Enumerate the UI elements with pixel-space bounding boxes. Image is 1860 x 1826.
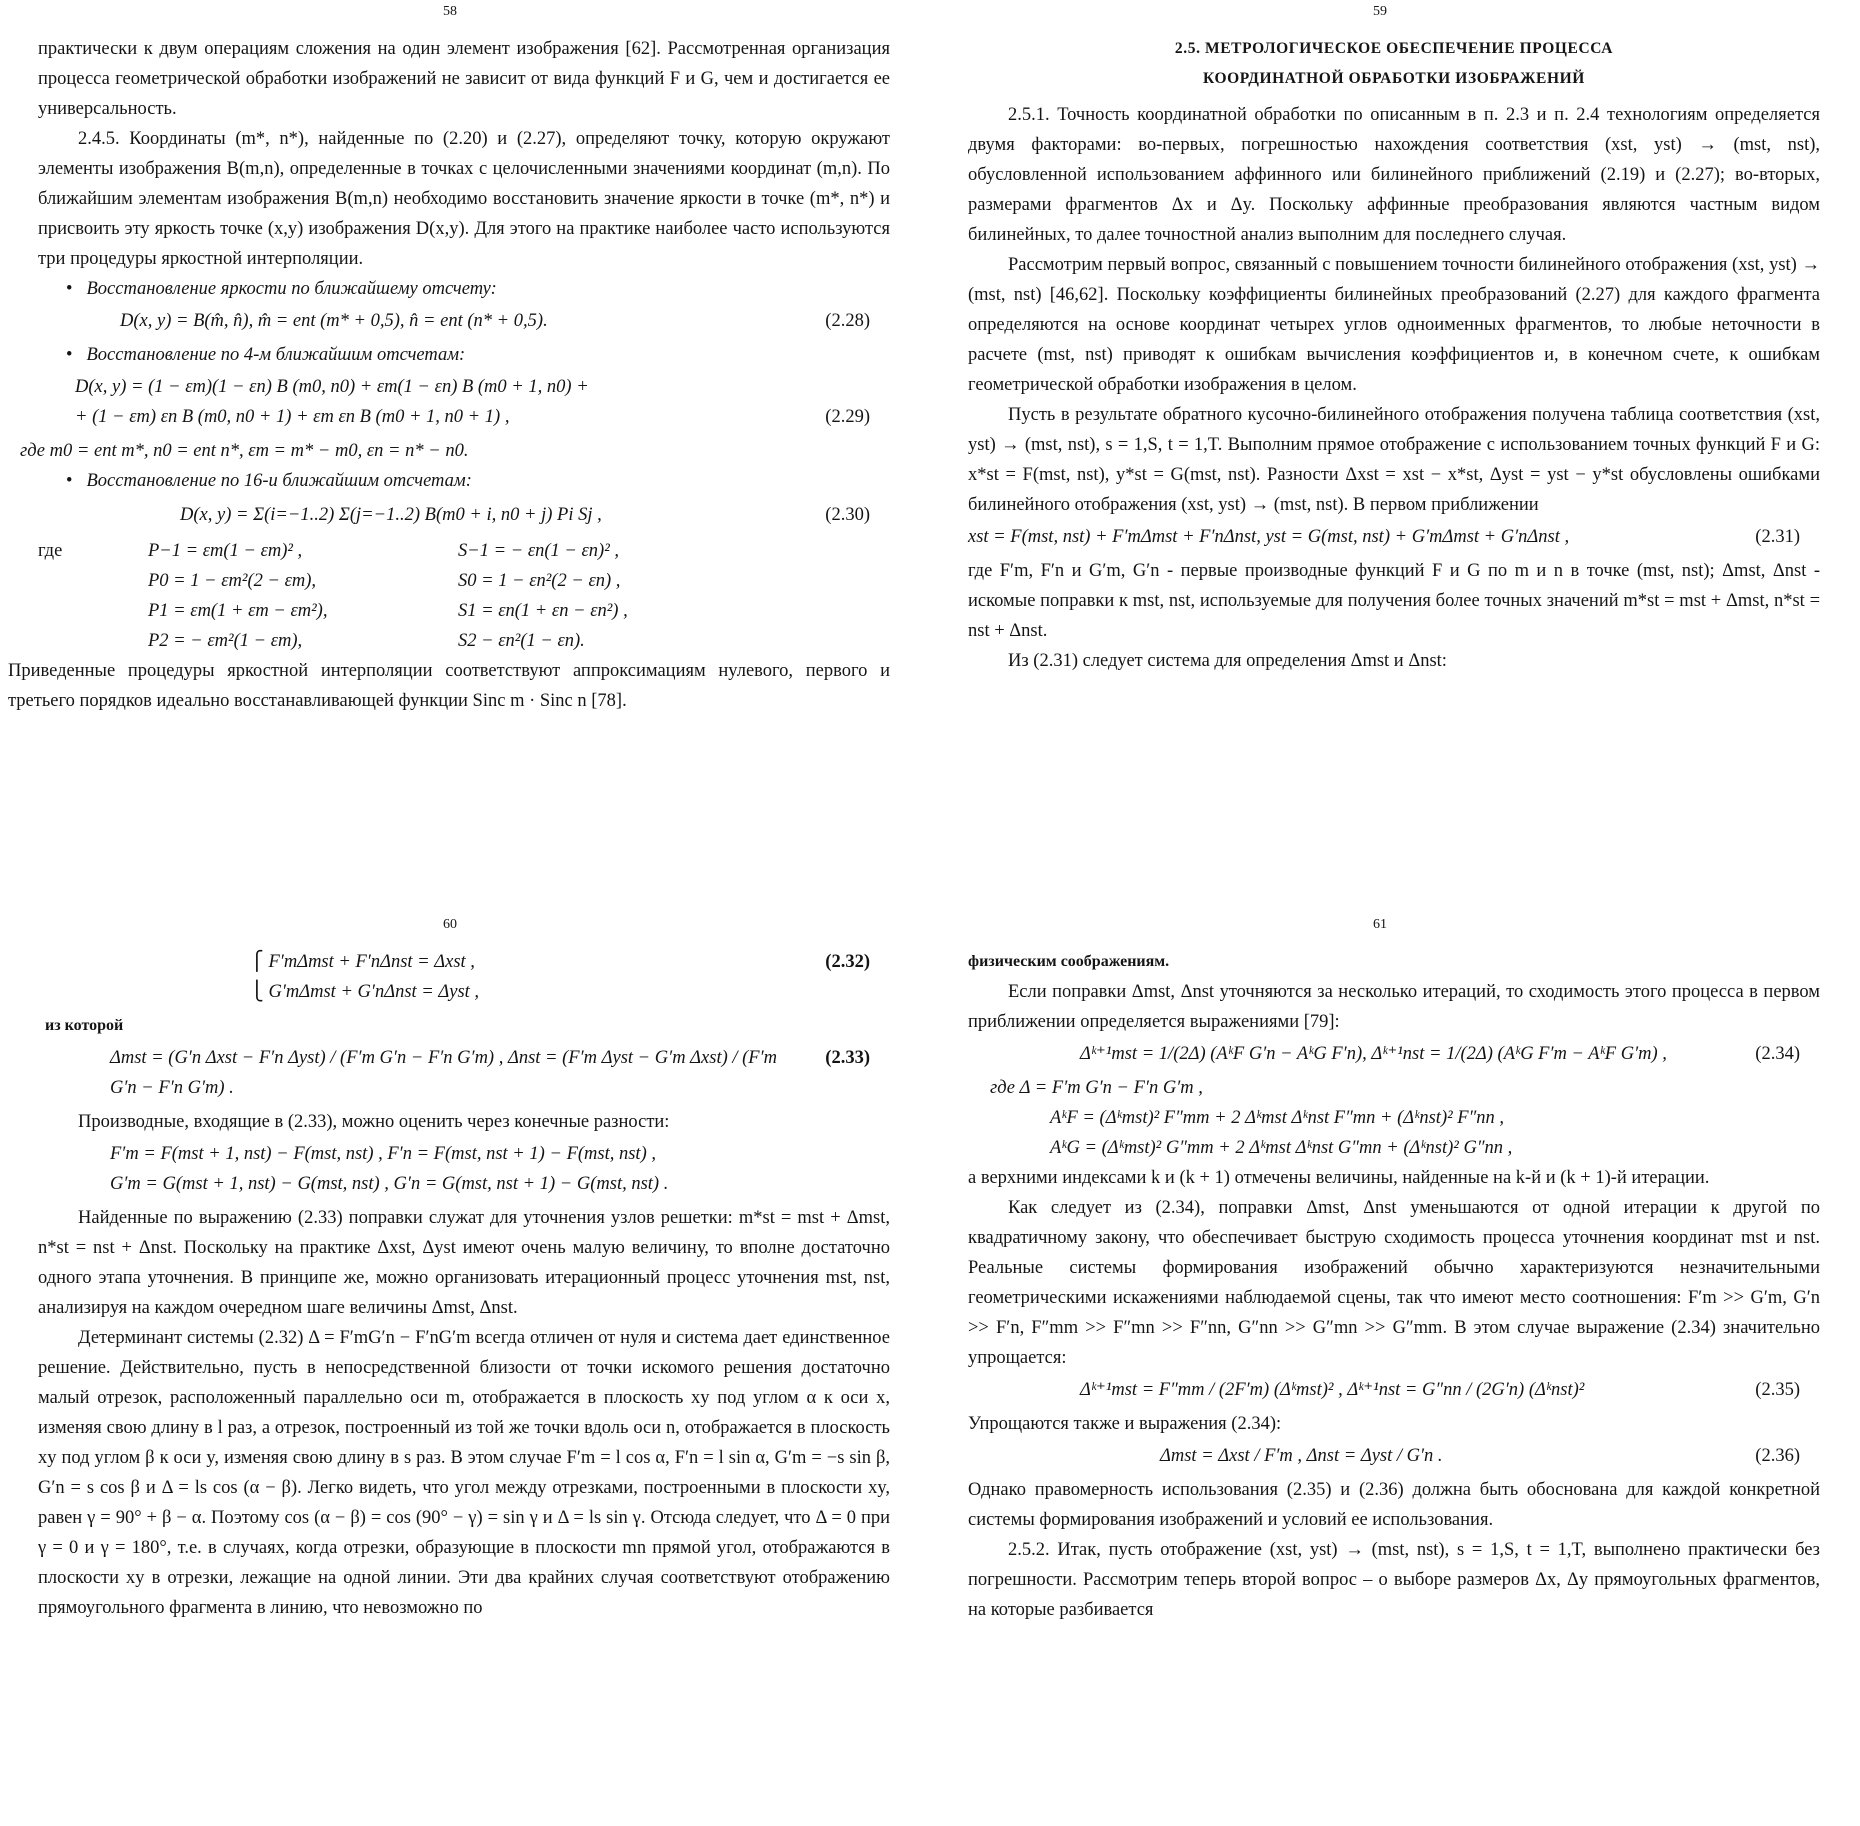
text-line: физическим соображениям. (968, 953, 1170, 970)
equation-line: G′m = G(mst + 1, nst) − G(mst, nst) , G′n = G(mst, nst + 1) − G(mst, nst) . (110, 1174, 669, 1194)
equation-2-33 (110, 1043, 880, 1103)
bullet-item: • Восстановление по 4-м ближайшим отсчетам: (90, 340, 890, 370)
paragraph: Рассмотрим первый вопрос, связанный с повышением точности билинейного отображения (xst, yst) → (mst, nst) [46,62]. Поскольку коэффициенты билинейных преобразований (2.27) для каждого фрагмента определяются на основе координат четырех углов одноименных фрагментов, то любые неточности в расчете (mst, nst) приводят к ошибкам вычисления коэффициентов и, в конечном счете, к ошибкам геометрической обработки изображения в целом. (968, 255, 1820, 395)
page-number: 58 (443, 4, 457, 19)
text-line: из которой (45, 1017, 124, 1034)
paragraph: практически к двум операциям сложения на один элемент изображения [62]. Рассмотренная организация процесса геометрической обработки изображений не зависит от вида функций F и G, чем и достигается ее универсальность. (38, 39, 890, 119)
page-number: 59 (1373, 4, 1387, 19)
bullet-item: • Восстановление яркости по ближайшему отсчету: (90, 274, 890, 304)
equation-2-29 (75, 372, 880, 432)
equation-number: (2.34) (1755, 1044, 1800, 1064)
equation-number: (2.33) (825, 1048, 870, 1068)
text-line: Производные, входящие в (2.33), можно оценить через конечные разности: (78, 1112, 670, 1132)
equation-body: D(x, y) = B(m̂, n̂), m̂ = ent (m* + 0,5), n̂ = ent (n* + 0,5). (120, 311, 548, 331)
equation-number: (2.31) (1755, 527, 1800, 547)
bullet-item: • Восстановление по 16-и ближайшим отсчетам: (90, 466, 890, 496)
page-number: 60 (443, 917, 457, 932)
equation-number: (2.29) (825, 407, 870, 427)
legend-line: AᵏF = (Δᵏmst)² F″mm + 2 Δᵏmst Δᵏnst F″mn + (Δᵏnst)² F″nn , (1050, 1108, 1505, 1128)
coefficient-row (38, 536, 890, 566)
equation-number: (2.28) (825, 311, 870, 331)
equation-number: (2.32) (825, 952, 870, 972)
coef-p: P0 = 1 − εm²(2 − εm), (148, 571, 317, 591)
coef-p: P1 = εm(1 + εm − εm²), (148, 601, 328, 621)
paragraph: Как следует из (2.34), поправки Δmst, Δnst уменьшаются от одной итерации к другой по квадратичному закону, что обеспечивает быструю сходимость процесса уточнения координат mst и nst. Реальные системы формирования изображений обычно характеризуются незначительными геометрическими искажениями наблюдаемой сцены, так что имеют место соотношения: F′m >> G′m, G′n >> F′n, F″mm >> F″mn >> F″nn, G″nn >> G″mn >> G″mm. В этом случае выражение (2.34) значительно упрощается: (968, 1198, 1820, 1368)
legend-line: AᵏG = (Δᵏmst)² G″mm + 2 Δᵏmst Δᵏnst G″mn + (Δᵏnst)² G″nn , (1050, 1138, 1513, 1158)
equation-2-30 (180, 500, 880, 530)
paragraph: Однако правомерность использования (2.35) и (2.36) должна быть обоснована для каждой конкретной системы формирования изображений и условий ее использования. (968, 1480, 1820, 1530)
equation-body: D(x, y) = Σ(i=−1..2) Σ(j=−1..2) B(m0 + i, n0 + j) Pi Sj , (180, 505, 602, 525)
equation-2-35 (1080, 1375, 1810, 1405)
paragraph: Приведенные процедуры яркостной интерполяции соответствуют аппроксимациям нулевого, первого и третьего порядков идеально восстанавливающей функции Sinc m · Sinc n [78]. (8, 661, 890, 711)
page-59 (930, 0, 1830, 900)
equation-number: (2.35) (1755, 1380, 1800, 1400)
coefficient-row (38, 596, 890, 626)
coef-p: P−1 = εm(1 − εm)² , (148, 541, 303, 561)
equation-derivatives (110, 1139, 880, 1199)
coef-s: S1 = εn(1 + εn − εn²) , (458, 601, 628, 621)
equation-body: Δmst = Δxst / F′m , Δnst = Δyst / G′n . (1160, 1446, 1443, 1466)
equation-line: + (1 − εm) εn B (m0, n0 + 1) + εm εn B (m0 + 1, n0 + 1) , (75, 407, 510, 427)
equation-body: xst = F(mst, nst) + F′mΔmst + F′nΔnst, yst = G(mst, nst) + G′mΔmst + G′nΔnst , (968, 527, 1570, 547)
section-heading (968, 34, 1820, 94)
page-58 (0, 0, 900, 900)
coefficient-table (0, 536, 900, 656)
equation-2-31 (968, 522, 1810, 552)
equation-legend (990, 1073, 1820, 1163)
page-61 (930, 913, 1830, 1813)
where-label: где (38, 541, 63, 561)
coef-s: S−1 = − εn(1 − εn)² , (458, 541, 620, 561)
equation-number: (2.36) (1755, 1446, 1800, 1466)
paragraph: 2.5.2. Итак, пусть отображение (xst, yst) → (mst, nst), s = 1,S, t = 1,T, выполнено практически без погрешности. Рассмотрим теперь второй вопрос – о выборе размеров Δx, Δy прямоугольных фрагментов, на которые разбивается (968, 1540, 1820, 1620)
coef-s: S0 = 1 − εn²(2 − εn) , (458, 571, 621, 591)
paragraph: Найденные по выражению (2.33) поправки служат для уточнения узлов решетки: m*st = mst + Δmst, n*st = nst + Δnst. Поскольку на практике Δxst, Δyst имеют очень малую величину, то вполне достаточно одного этапа уточнения. В принципе же, можно организовать итерационный процесс уточнения mst, nst, анализируя на каждом очередном шаге величины Δmst, Δnst. (38, 1208, 890, 1318)
paragraph: Из (2.31) следует система для определения Δmst и Δnst: (1008, 651, 1447, 671)
legend-line: где Δ = F′m G′n − F′n G′m , (990, 1078, 1203, 1098)
paragraph: Детерминант системы (2.32) Δ = F′mG′n − F′nG′m всегда отличен от нуля и система дает единственное решение. Действительно, пусть в непосредственной близости от точки искомого решения достаточно малый отрезок, расположенный параллельно оси m, отображается в плоскость xy под углом α к оси x, изменяя свою длину в l раз, а отрезок, построенный из той же точки вдоль оси n, отображается в плоскость xy под углом β к оси y, изменяя свою длину в s раз. В этом случае F′m = l cos α, F′n = l sin α, G′m = −s sin β, G′n = s cos β и Δ = ls cos (α − β). Легко видеть, что угол между отрезками, построенными в плоскости xy, равен γ = 90° + β − α. Поэтому cos (α − β) = cos (90° − γ) = sin γ и Δ = ls sin γ. Отсюда следует, что Δ = 0 при γ = 0 и γ = 180°, т.е. в случаях, когда отрезки, образующие в плоскости mn прямой угол, отображаются в плоскости xy в отрезки, лежащие на одной линии. Эти два крайних случая соответствуют отображению прямоугольного фрагмента в линию, что невозможно по (38, 1328, 890, 1618)
paragraph: Если поправки Δmst, Δnst уточняются за несколько итераций, то сходимость этого процесса в первом приближении определяется выражениями [79]: (968, 982, 1820, 1032)
paragraph: где F′m, F′n и G′m, G′n - первые производные функций F и G по m и n в точке (mst, nst); Δmst, Δnst - искомые поправки к mst, nst, используемые для получения более точных значений m*st = mst + Δmst, n*st = nst + Δnst. (968, 561, 1820, 641)
page-60 (0, 913, 900, 1813)
coefficient-row (38, 566, 890, 596)
equation-2-36 (1160, 1441, 1810, 1471)
heading-line: 2.5. МЕТРОЛОГИЧЕСКОЕ ОБЕСПЕЧЕНИЕ ПРОЦЕССА (1174, 40, 1614, 57)
coefficient-row (38, 626, 890, 656)
equation-2-34 (1080, 1039, 1810, 1069)
equation-line: ⎩ G′mΔmst + G′nΔnst = Δyst , (250, 982, 480, 1002)
equation-line: F′m = F(mst + 1, nst) − F(mst, nst) , F′n = F(mst, nst + 1) − F(mst, nst) , (110, 1144, 656, 1164)
page-number: 61 (1373, 917, 1387, 932)
equation-body: Δmst = (G′n Δxst − F′n Δyst) / (F′m G′n − F′n G′m) , Δnst = (F′m Δyst − G′m Δxst) / (F′m G′n − F′n G′m) . (110, 1048, 778, 1098)
equation-body: Δᵏ⁺¹mst = 1/(2Δ) (AᵏF G′n − AᵏG F′n), Δᵏ⁺¹nst = 1/(2Δ) (AᵏG F′m − AᵏF G′m) , (1080, 1044, 1667, 1064)
coef-p: P2 = − εm²(1 − εm), (148, 631, 303, 651)
equation-number: (2.30) (825, 505, 870, 525)
equation-line: ⎧ F′mΔmst + F′nΔnst = Δxst , (250, 952, 475, 972)
equation-2-32 (250, 947, 880, 1007)
equation-body: Δᵏ⁺¹mst = F″mm / (2F′m) (Δᵏmst)² , Δᵏ⁺¹nst = G″nn / (2G′n) (Δᵏnst)² (1080, 1380, 1585, 1400)
equation-2-28 (120, 306, 880, 336)
paragraph: 2.4.5. Координаты (m*, n*), найденные по (2.20) и (2.27), определяют точку, которую окружают элементы изображения B(m,n), определенные в точках с целочисленными значениями координат (m,n). По ближайшим элементам изображения B(m,n) необходимо восстановить значение яркости в точке (m*, n*) и присвоить эту яркость точке (x,y) изображения D(x,y). Для этого на практике наиболее часто используются три процедуры яркостной интерполяции. (38, 129, 890, 269)
paragraph: а верхними индексами k и (k + 1) отмечены величины, найденные на k-й и (k + 1)-й итерации. (968, 1168, 1710, 1188)
equation-legend: где m0 = ent m*, n0 = ent n*, εm = m* − m0, εn = n* − n0. (20, 441, 469, 461)
heading-line: КООРДИНАТНОЙ ОБРАБОТКИ ИЗОБРАЖЕНИЙ (1203, 70, 1585, 87)
coef-s: S2 − εn²(1 − εn). (458, 631, 585, 651)
equation-line: D(x, y) = (1 − εm)(1 − εn) B (m0, n0) + εm(1 − εn) B (m0 + 1, n0) + (75, 377, 589, 397)
paragraph: 2.5.1. Точность координатной обработки по описанным в п. 2.3 и п. 2.4 технологиям определяется двумя факторами: во-первых, погрешностью нахождения соответствия (xst, yst) → (mst, nst), обусловленной использованием аффинного или билинейного приближений (2.19) и (2.27); во-вторых, размерами фрагментов Δx и Δy. Поскольку аффинные преобразования являются частным видом билинейных, то далее точностной анализ выполним для последнего случая. (968, 105, 1820, 245)
paragraph: Пусть в результате обратного кусочно-билинейного отображения получена таблица соответствия (xst, yst) → (mst, nst), s = 1,S, t = 1,T. Выполним прямое отображение с использованием точных функций F и G: x*st = F(mst, nst), y*st = G(mst, nst). Разности Δxst = xst − x*st, Δyst = yst − y*st обусловлены ошибками билинейного отображения (xst, yst) → (mst, nst). В первом приближении (968, 405, 1820, 515)
text-line: Упрощаются также и выражения (2.34): (968, 1414, 1282, 1434)
